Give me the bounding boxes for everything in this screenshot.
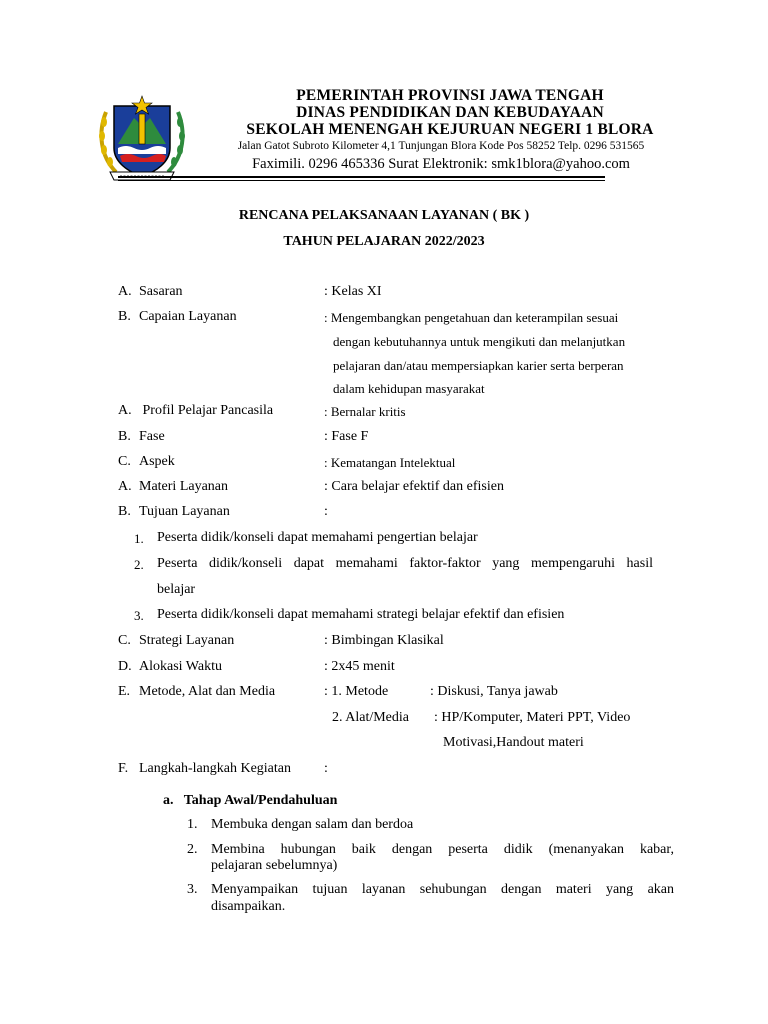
alat-media-continuation: Motivasi,Handout materi bbox=[443, 735, 584, 750]
row-label-strategi: Strategi Layanan bbox=[139, 633, 235, 648]
row-letter: E. bbox=[118, 684, 131, 699]
row-label-metode: Metode, Alat dan Media bbox=[139, 684, 276, 699]
capaian-line-4: dalam kehidupan masyarakat bbox=[333, 381, 485, 396]
province-emblem-logo bbox=[96, 92, 188, 184]
row-letter: A. bbox=[118, 403, 132, 418]
list-item: Menyampaikan tujuan layanan sehubungan dengan materi yang akan bbox=[211, 882, 674, 897]
row-letter: A. bbox=[118, 479, 132, 494]
list-item-continuation: pelajaran sebelumnya) bbox=[211, 858, 338, 873]
row-letter: B. bbox=[118, 504, 131, 519]
header-rule-thin bbox=[118, 180, 605, 181]
list-item: Membuka dengan salam dan berdoa bbox=[211, 817, 414, 832]
document-title: RENCANA PELAKSANAAN LAYANAN ( BK ) bbox=[238, 208, 530, 223]
row-value-langkah: : bbox=[324, 761, 328, 776]
list-item: Membina hubungan baik dengan peserta didik (menanyakan kabar, bbox=[211, 842, 674, 857]
row-value-metode-label: : 1. Metode bbox=[324, 684, 389, 699]
list-item: Peserta didik/konseli dapat memahami pengertian belajar bbox=[157, 530, 478, 545]
list-item-number: 1. bbox=[134, 531, 144, 546]
list-item-number: 1. bbox=[187, 817, 198, 832]
header-contact: Faximili. 0296 465336 Surat Elektronik: smk1blora@yahoo.com bbox=[252, 156, 630, 172]
list-item-number: 2. bbox=[187, 842, 198, 857]
row-value-strategi: : Bimbingan Klasikal bbox=[324, 633, 444, 648]
row-value-capaian: : Mengembangkan pengetahuan dan keterampilan sesuai bbox=[324, 310, 619, 325]
row-letter: C. bbox=[118, 454, 131, 469]
row-letter: C. bbox=[118, 633, 131, 648]
header-government: PEMERINTAH PROVINSI JAWA TENGAH bbox=[296, 87, 604, 104]
row-label-alokasi: Alokasi Waktu bbox=[139, 659, 222, 674]
row-letter: B. bbox=[118, 309, 131, 324]
row-label-sasaran: Sasaran bbox=[139, 284, 183, 299]
list-item-number: 2. bbox=[134, 557, 144, 572]
alat-media-label: 2. Alat/Media bbox=[332, 710, 409, 725]
row-label-profil: Profil Pelajar Pancasila bbox=[139, 403, 274, 418]
alat-media-value: : HP/Komputer, Materi PPT, Video bbox=[434, 710, 631, 725]
row-value-aspek: : Kematangan Intelektual bbox=[324, 455, 456, 470]
capaian-line-2: dengan kebutuhannya untuk mengikuti dan melanjutkan bbox=[333, 334, 626, 349]
section-heading-tahap-awal: a. Tahap Awal/Pendahuluan bbox=[163, 793, 338, 808]
header-address: Jalan Gatot Subroto Kilometer 4,1 Tunjungan Blora Kode Pos 58252 Telp. 0296 531565 bbox=[237, 140, 645, 152]
row-label-materi: Materi Layanan bbox=[139, 479, 229, 494]
row-label-tujuan: Tujuan Layanan bbox=[139, 504, 230, 519]
row-letter: F. bbox=[118, 761, 129, 776]
capaian-line-3: pelajaran dan/atau mempersiapkan karier serta berperan bbox=[333, 358, 624, 373]
row-value-materi: : Cara belajar efektif dan efisien bbox=[324, 479, 504, 494]
row-value-alokasi: : 2x45 menit bbox=[324, 659, 395, 674]
list-item-continuation: disampaikan. bbox=[211, 899, 286, 914]
row-value-tujuan: : bbox=[324, 504, 328, 519]
row-letter: A. bbox=[118, 284, 132, 299]
list-item-number: 3. bbox=[134, 608, 144, 623]
row-letter: B. bbox=[118, 429, 131, 444]
row-value-fase: : Fase F bbox=[324, 429, 369, 444]
row-value-sasaran: : Kelas XI bbox=[324, 284, 382, 299]
row-label-aspek: Aspek bbox=[139, 454, 175, 469]
row-letter: D. bbox=[118, 659, 132, 674]
document-year: TAHUN PELAJARAN 2022/2023 bbox=[283, 234, 485, 249]
header-department: DINAS PENDIDIKAN DAN KEBUDAYAAN bbox=[296, 104, 604, 121]
metode-value: : Diskusi, Tanya jawab bbox=[430, 684, 558, 699]
row-value-profil: : Bernalar kritis bbox=[324, 404, 406, 419]
list-item: Peserta didik/konseli dapat memahami strategi belajar efektif dan efisien bbox=[157, 607, 565, 622]
list-item-number: 3. bbox=[187, 882, 198, 897]
header-school-name: SEKOLAH MENENGAH KEJURUAN NEGERI 1 BLORA bbox=[246, 121, 654, 138]
list-item: Peserta didik/konseli dapat memahami faktor-faktor yang mempengaruhi hasil bbox=[157, 556, 653, 571]
list-item-continuation: belajar bbox=[157, 582, 196, 597]
row-label-fase: Fase bbox=[139, 429, 165, 444]
row-label-capaian: Capaian Layanan bbox=[139, 309, 237, 324]
row-label-langkah: Langkah-langkah Kegiatan bbox=[139, 761, 291, 776]
header-rule-thick bbox=[118, 176, 605, 178]
